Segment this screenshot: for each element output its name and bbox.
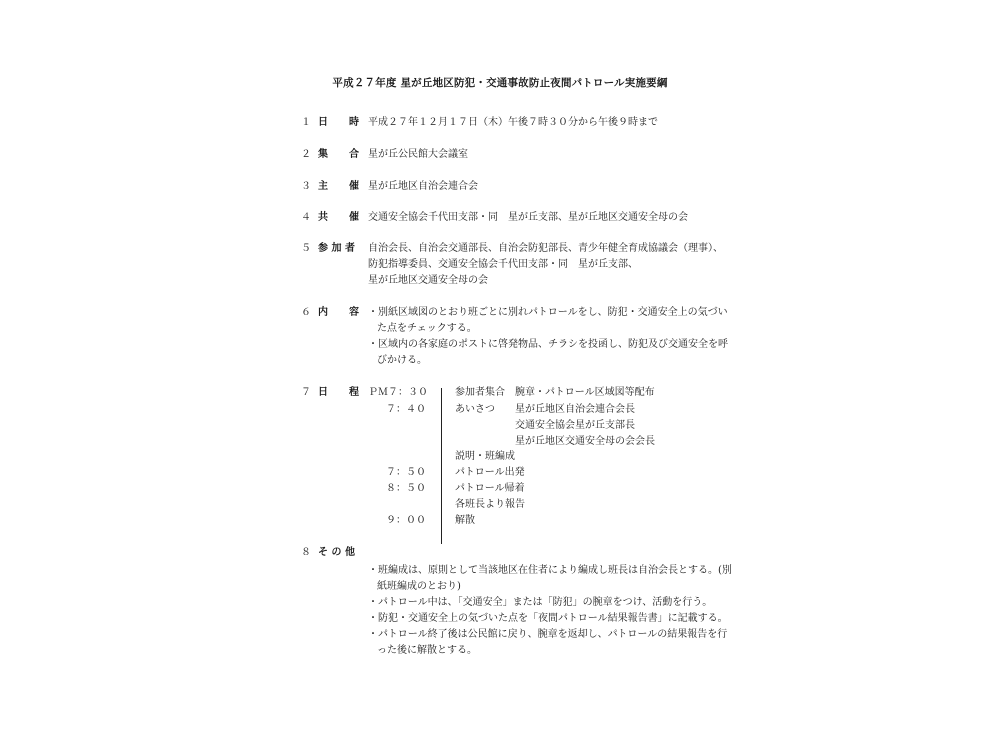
section-number: ６ bbox=[301, 307, 311, 318]
section-label: 時 bbox=[349, 117, 359, 128]
schedule-item: あいさつ bbox=[455, 404, 495, 415]
section-text: 自治会長、自治会交通部長、自治会防犯部長、青少年健全育成協議会（理事）、 bbox=[368, 243, 723, 254]
section-number: ３ bbox=[301, 181, 311, 192]
section-label: 集 bbox=[318, 149, 328, 160]
greeter: 星が丘地区交通安全母の会会長 bbox=[515, 436, 655, 447]
section-label: 日 bbox=[318, 117, 328, 128]
section-label: 容 bbox=[349, 307, 359, 318]
section-text: ・パトロール中は、「交通安全」または「防犯」の腕章をつけ、活動を行う。 bbox=[368, 597, 713, 608]
section-text: 防犯指導委員、交通安全協会千代田支部・同 星が丘支部、 bbox=[368, 259, 638, 270]
schedule-item: 参加者集合 腕章・パトロール区域図等配布 bbox=[455, 387, 655, 398]
section-text: ・区域内の各家庭のポストに啓発物品、チラシを投函し、防犯及び交通安全を呼 bbox=[368, 339, 728, 350]
section-label: そ の 他 bbox=[318, 547, 355, 558]
section-number: ４ bbox=[301, 212, 311, 223]
section-text: ・防犯・交通安全上の気づいた点を「夜間パトロール結果報告書」に記載する。 bbox=[368, 613, 728, 624]
section-text: ・パトロール終了後は公民館に戻り、腕章を返却し、パトロールの結果報告を行 bbox=[368, 629, 728, 640]
section-text: 交通安全協会千代田支部・同 星が丘支部、星が丘地区交通安全母の会 bbox=[368, 212, 688, 223]
section-text: ・班編成は、原則として当該地区在住者により編成し班長は自治会長とする。(別 bbox=[368, 565, 732, 576]
section-number: ８ bbox=[301, 547, 311, 558]
schedule-item: 各班長より報告 bbox=[455, 499, 525, 510]
schedule-item: 説明・班編成 bbox=[455, 451, 515, 462]
section-number: １ bbox=[301, 117, 311, 128]
section-label: 内 bbox=[318, 307, 328, 318]
section-label: 催 bbox=[349, 181, 359, 192]
schedule-time: ８：５０ bbox=[386, 483, 426, 494]
section-text: 平成２７年１２月１７日（木）午後７時３０分から午後９時まで bbox=[368, 117, 658, 128]
section-text: 星が丘地区自治会連合会 bbox=[368, 181, 478, 192]
schedule-item: パトロール出発 bbox=[455, 467, 525, 478]
section-label: 参 加 者 bbox=[318, 243, 355, 254]
section-text: 星が丘公民館大会議室 bbox=[368, 149, 468, 160]
section-text: 星が丘地区交通安全母の会 bbox=[368, 275, 488, 286]
document-title: 平成２７年度 星が丘地区防犯・交通事故防止夜間パトロール実施要綱 bbox=[332, 77, 668, 89]
section-text: った後に解散とする。 bbox=[377, 645, 477, 656]
section-label: 主 bbox=[318, 181, 328, 192]
section-label: 合 bbox=[349, 149, 359, 160]
schedule-item: パトロール帰着 bbox=[455, 483, 525, 494]
schedule-time: ７：４０ bbox=[386, 404, 426, 415]
section-label: 程 bbox=[349, 387, 359, 398]
section-text: た点をチェックする。 bbox=[377, 323, 477, 334]
schedule-time: ＰＭ７：３０ bbox=[368, 387, 428, 398]
section-text: びかける。 bbox=[377, 355, 427, 366]
greeter: 星が丘地区自治会連合会長 bbox=[515, 404, 635, 415]
schedule-time: ７：５０ bbox=[386, 467, 426, 478]
section-label: 共 bbox=[318, 212, 328, 223]
schedule-divider bbox=[441, 388, 442, 544]
section-number: ７ bbox=[301, 387, 311, 398]
section-number: ５ bbox=[301, 243, 311, 254]
section-label: 日 bbox=[318, 387, 328, 398]
schedule-item: 解散 bbox=[455, 515, 475, 526]
greeter: 交通安全協会星が丘支部長 bbox=[515, 420, 635, 431]
section-number: ２ bbox=[301, 149, 311, 160]
section-text: ・別紙区域図のとおり班ごとに別れパトロールをし、防犯・交通安全上の気づい bbox=[368, 307, 728, 318]
section-label: 催 bbox=[349, 212, 359, 223]
section-text: 紙班編成のとおり) bbox=[377, 581, 461, 592]
schedule-time: ９：００ bbox=[386, 515, 426, 526]
